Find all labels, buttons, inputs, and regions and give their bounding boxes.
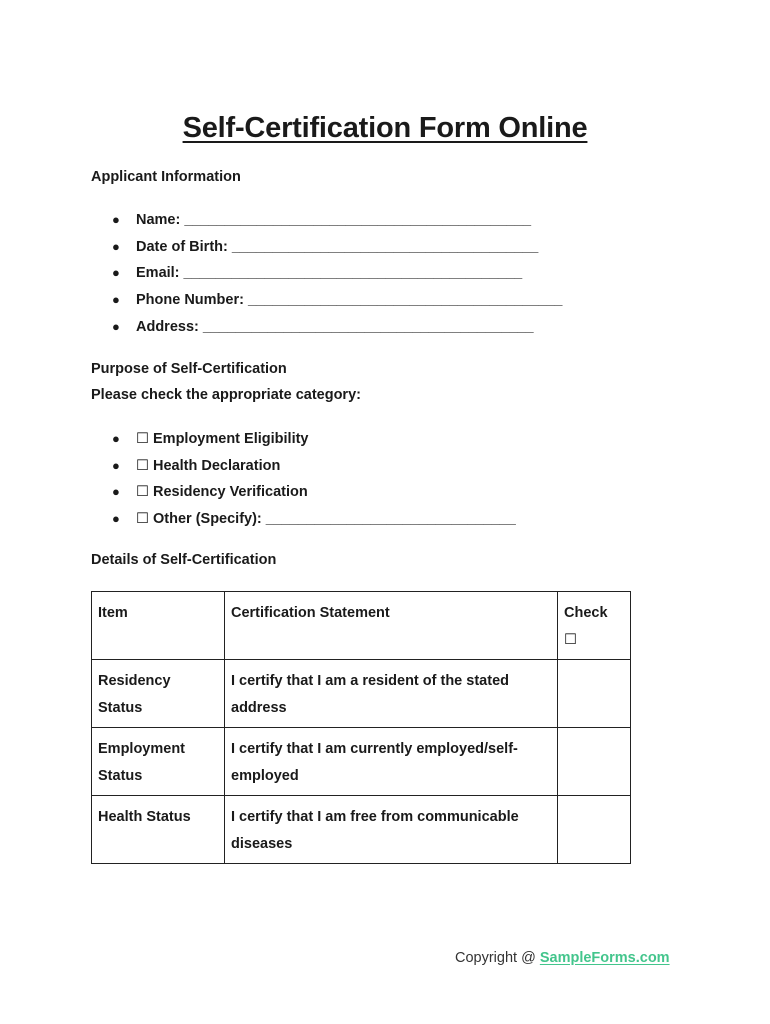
- copyright-text: Copyright @: [455, 950, 540, 966]
- header-check: [558, 592, 631, 660]
- header-item: Item: [92, 592, 225, 660]
- bullet-icon: ●: [112, 318, 120, 334]
- details-table: [91, 591, 631, 864]
- details-heading: Details of Self-Certification: [91, 552, 277, 568]
- bullet-icon: ●: [112, 238, 120, 254]
- row-item: Health Status: [92, 796, 225, 864]
- header-statement: Certification Statement: [225, 592, 558, 660]
- bullet-icon: ●: [112, 212, 120, 227]
- checkbox-icon[interactable]: ☐: [136, 511, 149, 528]
- row-check-cell[interactable]: [558, 728, 631, 796]
- option-label: Residency Verification: [153, 484, 308, 501]
- bullet-icon: ●: [112, 292, 120, 308]
- row-item: Employment Status: [92, 728, 225, 796]
- header-check-label: Check: [564, 605, 608, 621]
- purpose-heading: Purpose of Self-Certification: [91, 361, 287, 377]
- checkbox-icon[interactable]: ☐: [136, 457, 149, 474]
- bullet-icon: ●: [112, 265, 120, 281]
- row-statement: I certify that I am free from communicable diseases: [225, 796, 558, 864]
- bullet-icon: ●: [112, 511, 120, 527]
- option-label: Health Declaration: [153, 457, 281, 474]
- field-label: Name: ___________________________________________: [136, 212, 532, 228]
- sampleforms-link[interactable]: SampleForms.com: [539, 950, 670, 966]
- table-row: [92, 796, 631, 864]
- bullet-icon: ●: [112, 457, 120, 473]
- copyright-footer: [455, 950, 670, 966]
- table-row: [92, 660, 631, 728]
- row-check-cell[interactable]: [558, 796, 631, 864]
- row-statement: I certify that I am a resident of the stated address: [225, 660, 558, 728]
- option-label: Employment Eligibility: [153, 431, 309, 447]
- bullet-icon: ●: [112, 431, 120, 446]
- checkbox-icon[interactable]: ☐: [564, 632, 577, 648]
- purpose-instruction: Please check the appropriate category:: [91, 387, 361, 403]
- field-label: Date of Birth: ______________________________________: [136, 238, 539, 255]
- field-label: Address: _________________________________________: [136, 318, 534, 335]
- bullet-icon: ●: [112, 484, 120, 500]
- table-header-row: [92, 592, 631, 660]
- page-title: Self-Certification Form Online: [182, 112, 588, 144]
- row-item: Residency Status: [92, 660, 225, 728]
- row-statement: I certify that I am currently employed/self-employed: [225, 728, 558, 796]
- field-label: Phone Number: _______________________________________: [136, 292, 563, 309]
- field-label: Email: __________________________________________: [136, 265, 523, 282]
- table-row: [92, 728, 631, 796]
- applicant-heading: Applicant Information: [91, 169, 241, 185]
- row-check-cell[interactable]: [558, 660, 631, 728]
- checkbox-icon[interactable]: ☐: [136, 431, 149, 447]
- checkbox-icon[interactable]: ☐: [136, 484, 149, 501]
- option-label: Other (Specify): _______________________________: [153, 511, 516, 528]
